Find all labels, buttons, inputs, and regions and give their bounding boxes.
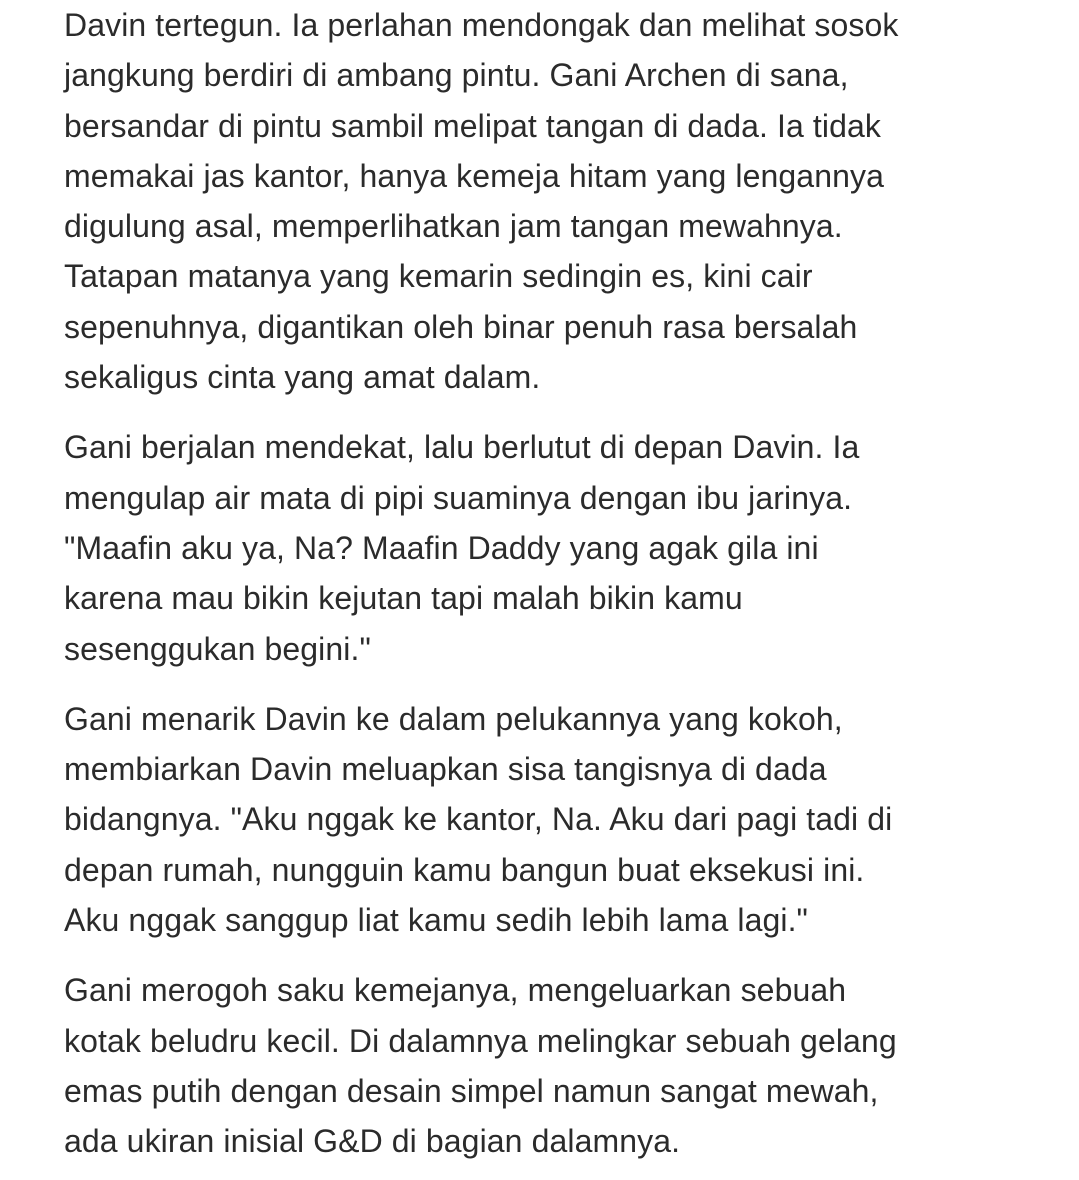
text-line: Tatapan matanya yang kemarin sedingin es, kini cair	[64, 258, 813, 295]
text-line: membiarkan Davin meluapkan sisa tangisnya di dada	[64, 751, 827, 788]
paragraph-3	[64, 694, 1054, 945]
text-line: sekaligus cinta yang amat dalam.	[64, 359, 541, 396]
paragraph-4	[64, 965, 1054, 1166]
text-line: ada ukiran inisial G&D di bagian dalamnya.	[64, 1123, 681, 1160]
text-line: Gani berjalan mendekat, lalu berlutut di depan Davin. Ia	[64, 429, 860, 466]
text-line: karena mau bikin kejutan tapi malah bikin kamu	[64, 580, 743, 617]
text-line: digulung asal, memperlihatkan jam tangan mewahnya.	[64, 208, 843, 245]
text-line: Gani menarik Davin ke dalam pelukannya yang kokoh,	[64, 700, 843, 737]
text-line: depan rumah, nungguin kamu bangun buat eksekusi ini.	[64, 851, 865, 888]
text-line: bidangnya. "Aku nggak ke kantor, Na. Aku dari pagi tadi di	[64, 801, 893, 838]
text-line: emas putih dengan desain simpel namun sangat mewah,	[64, 1072, 879, 1109]
text-line: Davin tertegun. Ia perlahan mendongak dan melihat sosok	[64, 7, 899, 43]
paragraph-2	[64, 422, 1054, 673]
text-line: Gani merogoh saku kemejanya, mengeluarkan sebuah	[64, 972, 847, 1009]
text-line: jangkung berdiri di ambang pintu. Gani Archen di sana,	[64, 57, 849, 94]
text-line: memakai jas kantor, hanya kemeja hitam yang lengannya	[64, 157, 884, 194]
text-line: mengulap air mata di pipi suaminya dengan ibu jarinya.	[64, 479, 853, 516]
text-line: Aku nggak sanggup liat kamu sedih lebih lama lagi."	[64, 902, 809, 939]
text-line: sepenuhnya, digantikan oleh binar penuh rasa bersalah	[64, 308, 858, 345]
paragraph-1	[64, 0, 1054, 402]
text-line: "Maafin aku ya, Na? Maafin Daddy yang agak gila ini	[64, 529, 819, 566]
text-line: bersandar di pintu sambil melipat tangan di dada. Ia tidak	[64, 107, 881, 144]
text-line: sesenggukan begini."	[64, 630, 371, 667]
text-line: kotak beludru kecil. Di dalamnya melingkar sebuah gelang	[64, 1022, 897, 1059]
story-text	[64, 0, 1054, 1167]
